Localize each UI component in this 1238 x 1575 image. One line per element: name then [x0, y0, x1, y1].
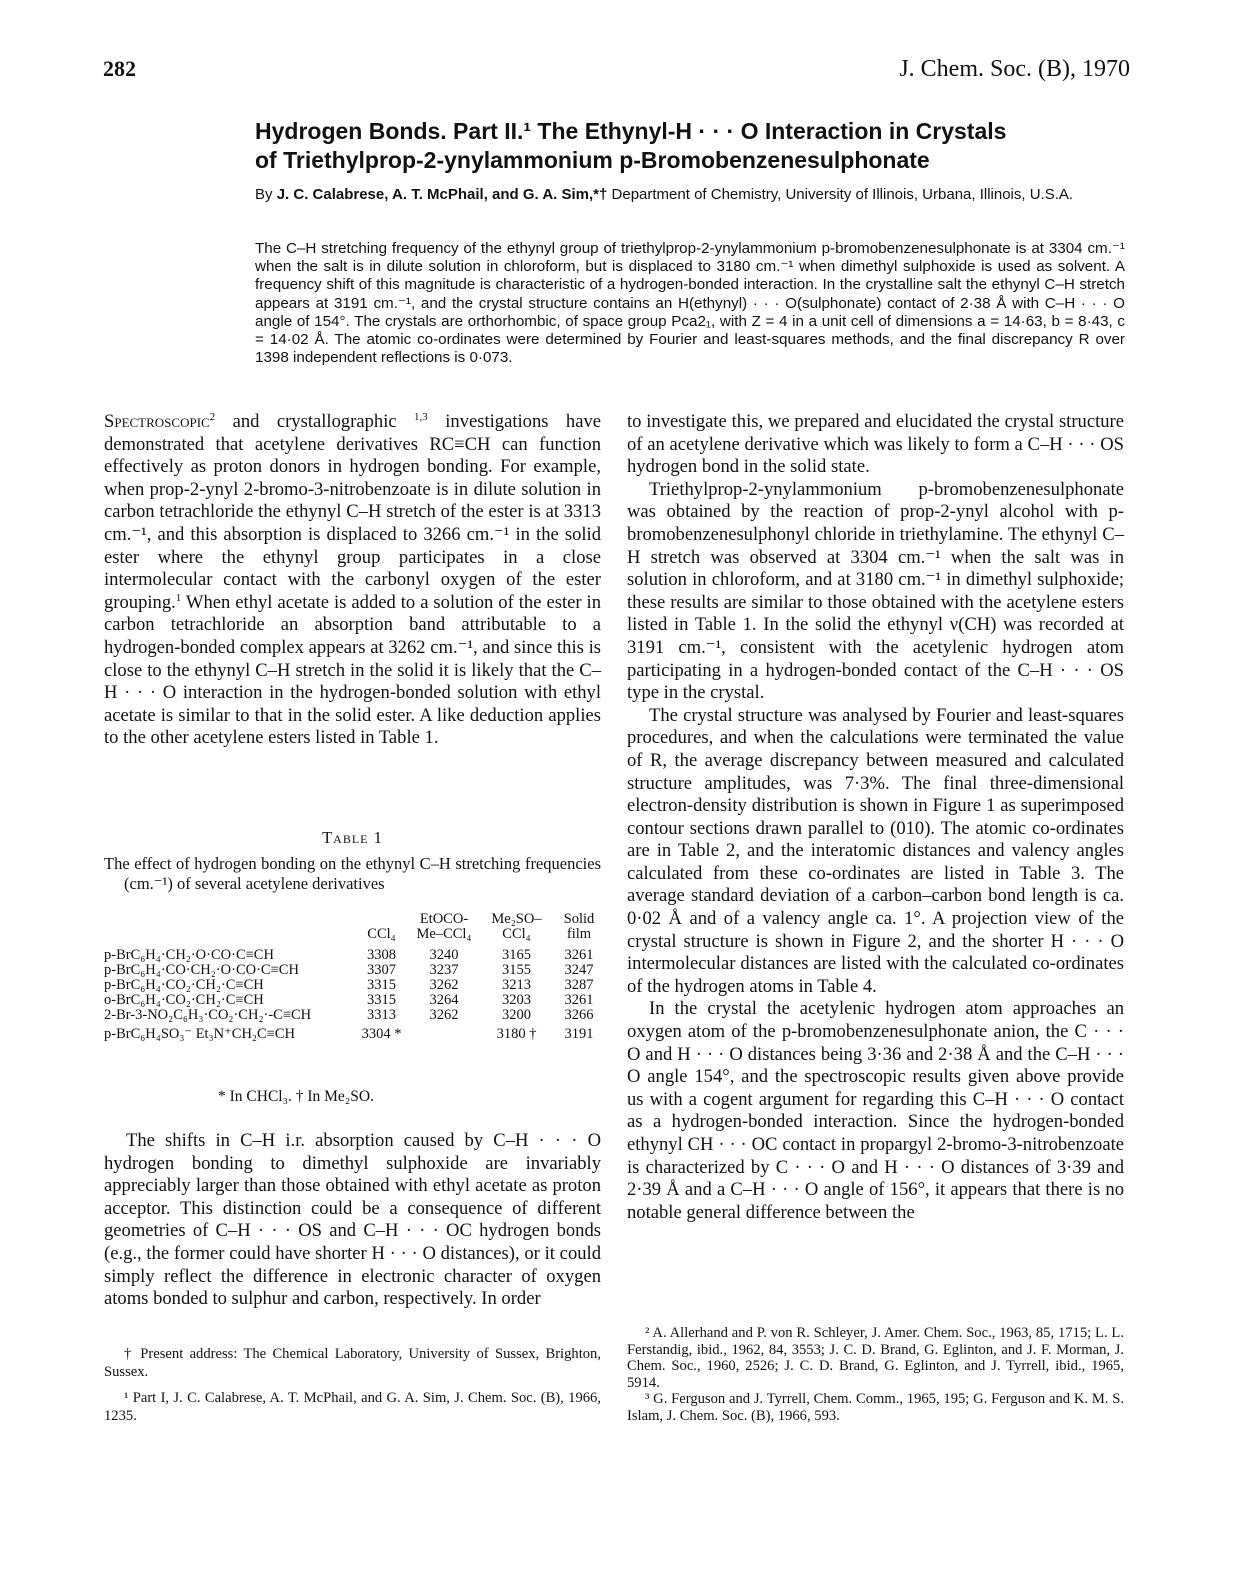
page-number: 282 — [103, 56, 136, 81]
data-table — [104, 912, 604, 1042]
table-cell: 3200 — [502, 1007, 531, 1023]
right-paragraph-1: to investigate this, we prepared and elucidated the crystal structure of an acetylene derivative which was likely to form a C–H · · · OS hydrogen bond in the solid state. — [627, 411, 1124, 478]
table-cell: 3261 — [564, 947, 594, 963]
table-header-row — [104, 912, 604, 942]
text-run: investigations have demonstrated that acetylene derivatives RC≡CH can function effectively as proton donors in hydrogen bonding. For example, when prop-2-ynyl 2-bromo-3-nitrobenzoate is in dilute solution in carbon tetrachloride the ethynyl C–H stretch of the ester is at 3313 cm.⁻¹, and this absorption is displaced to 3266 cm.⁻¹ in the solid ester where the ethynyl group participates in a close intermolecular contact with the carbonyl oxygen of the ester grouping. — [104, 411, 601, 613]
table-label: Table 1 — [322, 828, 383, 847]
table-header: Me₂SO–CCl₄ — [491, 911, 542, 942]
right-column — [627, 411, 1124, 1224]
table-cell: 3261 — [564, 992, 594, 1008]
table-cell: 3240 — [429, 947, 459, 963]
table-row — [104, 993, 604, 1008]
table-cell-compound: p-BrC₆H₄·CH₂·O·CO·C≡CH — [104, 947, 274, 963]
table-header: EtOCO-Me–CCl₄ — [416, 911, 472, 942]
left-paragraph-2: The shifts in C–H i.r. absorption caused by C–H · · · O hydrogen bonding to dimethyl sulphoxide are invariably appreciably larger than those obtained with ethyl acetate as proton acceptor. This distinction could be a consequence of different geometries of C–H · · · OS and C–H · · · OC hydrogen bonds (e.g., the former could have shorter H · · · O distances), or it could simply reflect the difference in electronic character of oxygen atoms bonded to sulphur and carbon, respectively. In order — [104, 1130, 601, 1310]
references-right — [627, 1325, 1124, 1425]
table-cell: 3247 — [564, 962, 594, 978]
table-header-compound — [104, 912, 354, 942]
article-title — [255, 117, 1135, 175]
table-cell: 3266 — [564, 1007, 594, 1023]
table-cell: 3307 — [367, 962, 396, 978]
table-row — [104, 948, 604, 963]
table-cell: 3165 — [502, 947, 531, 963]
author-names: J. C. Calabrese, A. T. McPhail, and G. A. Sim,*† — [276, 186, 608, 203]
footnote-present-address: † Present address: The Chemical Laboratory, University of Sussex, Brighton, Sussex. — [104, 1346, 601, 1380]
right-paragraph-2: Triethylprop-2-ynylammonium p-bromobenzenesulphonate was obtained by the reaction of prop-2-ynyl alcohol with p-bromobenzenesulphonyl chloride in triethylamine. The ethynyl C–H stretch was observed at 3304 cm.⁻¹ when the salt was in solution in chloroform, and at 3180 cm.⁻¹ in dimethyl sulphoxide; these results are similar to those obtained with the acetylene esters listed in Table 1. In the solid the ethynyl ν(CH) was recorded at 3191 cm.⁻¹, consistent with the acetylenic hydrogen atom participating in a hydrogen-bonded contact of the C–H · · · OS type in the crystal. — [627, 478, 1124, 704]
author-line — [255, 186, 1135, 204]
table-cell-compound: p-BrC₆H₄·CO·CH₂·O·CO·C≡CH — [104, 962, 299, 978]
table-header: CCl₄ — [367, 926, 396, 942]
text-run: and crystallographic — [215, 411, 415, 432]
footnotes-left — [104, 1345, 601, 1433]
table-header: Solid film — [563, 911, 595, 942]
table-row — [104, 963, 604, 978]
table-cell: 3308 — [367, 947, 396, 963]
lead-word: Spectroscopic — [104, 411, 210, 432]
table-cell: 3155 — [502, 962, 531, 978]
abstract: The C–H stretching frequency of the ethynyl group of triethylprop-2-ynylammonium p-bromobenzenesulphonate is at 3304 cm.⁻¹ when the salt is in dilute solution in chloroform, but is displaced to 3180 cm.⁻¹ when dimethyl sulphoxide is used as solvent. A frequency shift of this magnitude is characteristic of a hydrogen-bonded interaction. In the crystalline salt the ethynyl C–H stretch appears at 3191 cm.⁻¹, and the crystal structure contains an H(ethynyl) · · · O(sulphonate) contact of 2·38 Å with C–H · · · O angle of 154°. The crystals are orthorhombic, of space group Pca2₁, with Z = 4 in a unit cell of dimensions a = 14·63, b = 8·43, c = 14·02 Å. The atomic co-ordinates were determined by Fourier and least-squares methods, and the final discrepancy R over 1398 independent reflections is 0·073. — [255, 240, 1125, 367]
title-line-2: of Triethylprop-2-ynylammonium p-Bromobenzenesulphonate — [255, 147, 930, 173]
table-cell: 3237 — [429, 962, 459, 978]
title-line-1: Hydrogen Bonds. Part II.¹ The Ethynyl-H · · · O Interaction in Crystals — [255, 118, 1007, 144]
table-footnote: * In CHCl₃. † In Me₂SO. — [218, 1088, 374, 1105]
left-column-lower — [104, 1130, 601, 1311]
table-caption: The effect of hydrogen bonding on the ethynyl C–H stretching frequencies (cm.⁻¹) of several acetylene derivatives — [104, 854, 601, 893]
text-run: When ethyl acetate is added to a solution of the ester in carbon tetrachloride an absorption band attributable to a hydrogen-bonded complex appears at 3262 cm.⁻¹, and since this is close to the ethynyl C–H stretch in the solid it is likely that the C–H · · · O interaction in the hydrogen-bonded solution with ethyl acetate is similar to that in the solid ester. A like deduction applies to the other acetylene esters listed in Table 1. — [104, 591, 601, 749]
table-cell-compound: p-BrC₆H₄SO₃⁻ Et₃N⁺CH₂C≡CH — [104, 1026, 295, 1042]
reference-3: ³ G. Ferguson and J. Tyrrell, Chem. Comm., 1965, 195; G. Ferguson and K. M. S. Islam, J. Chem. Soc. (B), 1966, 593. — [627, 1391, 1124, 1424]
ref-mark: 1,3 — [414, 410, 428, 423]
table-cell: 3262 — [429, 1007, 459, 1023]
author-affiliation: Department of Chemistry, University of Illinois, Urbana, Illinois, U.S.A. — [611, 186, 1074, 203]
right-paragraph-4: In the crystal the acetylenic hydrogen atom approaches an oxygen atom of the p-bromobenzenesulphonate anion, the C · · · O and H · · · O distances being 3·36 and 2·38 Å and the C–H · · · O angle 154°, and the spectroscopic results given above provide us with a cogent argument for regarding this C–H · · · O contact as a hydrogen-bonded interaction. Since the hydrogen-bonded ethynyl CH · · · OC contact in propargyl 2-bromo-3-nitrobenzoate is characterized by C · · · O and H · · · O distances of 3·39 and 2·39 Å and a C–H · · · O angle of 156°, it appears that there is no notable general difference between the — [627, 998, 1124, 1223]
table-cell: 3287 — [564, 977, 594, 993]
table-cell: 3191 — [564, 1026, 594, 1042]
table-cell-compound: 2-Br-3-NO₂C₆H₃·CO₂·CH₂·-C≡CH — [104, 1007, 312, 1023]
reference-2: ² A. Allerhand and P. von R. Schleyer, J. Amer. Chem. Soc., 1963, 85, 1715; L. L. Ferstandig, ibid., 1962, 84, 3553; J. C. D. Brand, G. Eglinton, and J. F. Morman, J. Chem. Soc., 1960, 2526; J. C. D. Brand, G. Eglinton, and J. Tyrrell, ibid., 1965, 5914. — [627, 1325, 1124, 1391]
right-paragraph-3: The crystal structure was analysed by Fourier and least-squares procedures, and when the calculations were terminated the value of R, the average discrepancy between measured and calculated structure amplitudes, was 7·3%. The final three-dimensional electron-density distribution is shown in Figure 1 as superimposed contour sections drawn parallel to (010). The atomic co-ordinates are in Table 2, and the interatomic distances and valency angles calculated from these co-ordinates are listed in Table 3. The average standard deviation of a carbon–carbon bond length is ca. 0·02 Å and of a valency angle ca. 1°. A projection view of the crystal structure is shown in Figure 2, and the shorter H · · · O intermolecular distances are listed with the calculated co-ordinates of the hydrogen atoms in Table 4. — [627, 704, 1124, 997]
table-cell: 3213 — [502, 977, 531, 993]
table-caption-block — [104, 828, 601, 894]
left-paragraph-1 — [104, 411, 601, 750]
table-row — [104, 1008, 604, 1023]
table-cell: 3264 — [429, 992, 459, 1008]
table-cell-compound: o-BrC₆H₄·CO₂·CH₂·C≡CH — [104, 992, 264, 1008]
table-cell: 3315 — [367, 977, 396, 993]
by-label: By — [255, 186, 273, 203]
ref-mark: 2 — [209, 410, 216, 423]
table-cell: 3180 † — [496, 1026, 537, 1042]
table-cell: 3304 * — [361, 1026, 402, 1042]
left-column-upper — [104, 411, 601, 750]
table-cell — [409, 1027, 479, 1042]
footnote-ref-1: ¹ Part I, J. C. Calabrese, A. T. McPhail, and G. A. Sim, J. Chem. Soc. (B), 1966, 1235. — [104, 1390, 601, 1424]
journal-reference: J. Chem. Soc. (B), 1970 — [899, 56, 1130, 82]
table-row — [104, 978, 604, 993]
table-cell: 3313 — [367, 1007, 396, 1023]
ref-mark: 1 — [175, 591, 182, 604]
table-cell-compound: p-BrC₆H₄·CO₂·CH₂·C≡CH — [104, 977, 264, 993]
table-cell: 3315 — [367, 992, 396, 1008]
table-cell: 3203 — [502, 992, 531, 1008]
table-cell: 3262 — [429, 977, 459, 993]
table-row — [104, 1027, 604, 1042]
